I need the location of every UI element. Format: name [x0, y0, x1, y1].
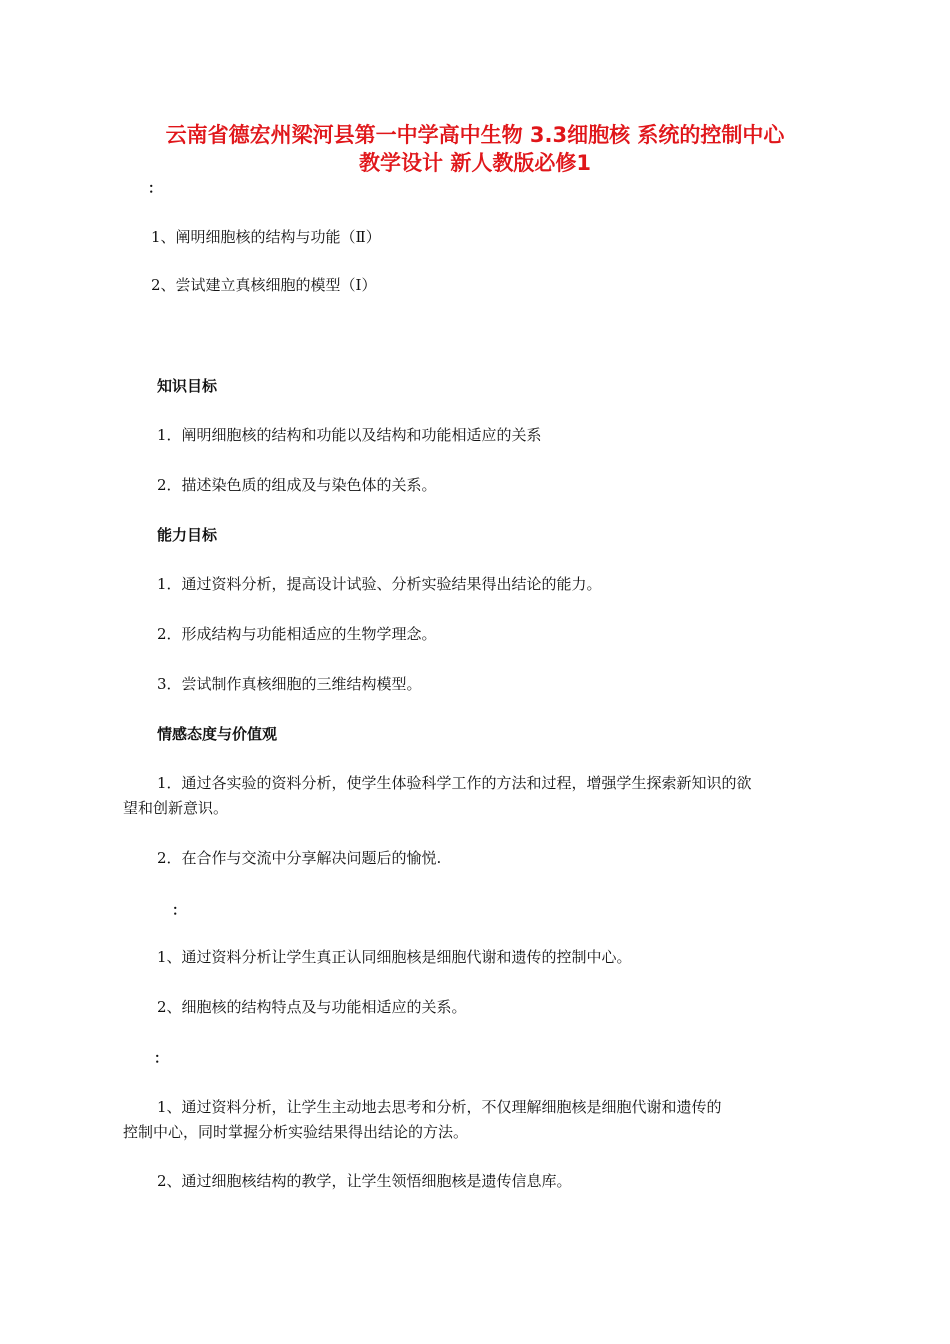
section-label-colon: ： — [154, 1051, 168, 1067]
standard-item: 2、尝试建立真核细胞的模型（Ⅰ） — [151, 276, 377, 294]
emotion-objectives-heading: 情感态度与价值观 — [157, 725, 278, 743]
document-title-line-2: 教学设计 新人教版必修1 — [359, 151, 591, 175]
key-point-item: 2、细胞核的结构特点及与功能相适应的关系。 — [157, 998, 467, 1016]
ability-objectives-heading: 能力目标 — [157, 526, 218, 544]
ability-item: 3．尝试制作真核细胞的三维结构模型。 — [157, 675, 422, 693]
knowledge-item: 2．描述染色质的组成及与染色体的关系。 — [157, 476, 437, 494]
ability-item: 2．形成结构与功能相适应的生物学理念。 — [157, 625, 437, 643]
section-label-colon: ： — [172, 903, 186, 919]
standard-item: 1、阐明细胞核的结构与功能（Ⅱ） — [151, 228, 381, 246]
difficult-point-item: 1、通过资料分析，让学生主动地去思考和分析，不仅理解细胞核是细胞代谢和遗传的 — [157, 1098, 722, 1116]
emotion-item: 1．通过各实验的资料分析，使学生体验科学工作的方法和过程，增强学生探索新知识的欲 — [157, 774, 752, 792]
emotion-item-continuation: 望和创新意识。 — [123, 799, 229, 817]
key-point-item: 1、通过资料分析让学生真正认同细胞核是细胞代谢和遗传的控制中心。 — [157, 948, 632, 966]
knowledge-objectives-heading: 知识目标 — [157, 377, 218, 395]
ability-item: 1．通过资料分析，提高设计试验、分析实验结果得出结论的能力。 — [157, 575, 602, 593]
document-title-line-1: 云南省德宏州梁河县第一中学高中生物 3.3细胞核 系统的控制中心 — [165, 123, 785, 147]
emotion-item: 2．在合作与交流中分享解决问题后的愉悦. — [157, 849, 442, 867]
difficult-point-item-continuation: 控制中心，同时掌握分析实验结果得出结论的方法。 — [123, 1123, 469, 1141]
section-label-colon: ： — [148, 181, 162, 197]
difficult-point-item: 2、通过细胞核结构的教学，让学生领悟细胞核是遗传信息库。 — [157, 1172, 572, 1190]
knowledge-item: 1．阐明细胞核的结构和功能以及结构和功能相适应的关系 — [157, 426, 542, 444]
